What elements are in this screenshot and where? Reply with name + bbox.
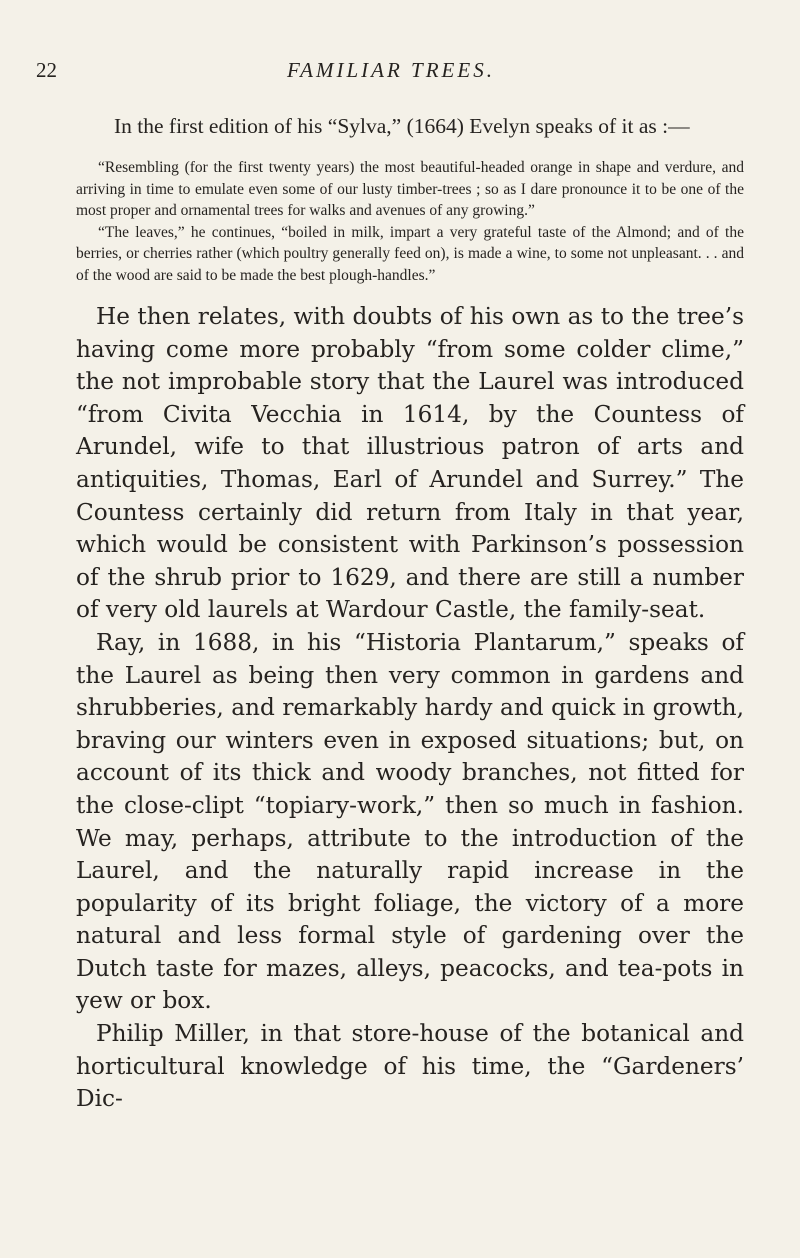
- intro-paragraph: In the first edition of his “Sylva,” (1664) Evelyn speaks of it as :—: [114, 114, 690, 138]
- paragraph-laurel-introduction: He then relates, with doubts of his own as to the tree’s having come more probably “from some colder clime,” the not improbable story that the Laurel was introduced “from Civita Vecchia in 1614, by the Countess of Arundel, wife to that illustrious patron of arts and antiquities, Thomas, Earl of Arundel and Surrey.” The Countess certainly did return from Italy in that year, which would be consistent with Parkinson’s possession of the shrub prior to 1629, and there are still a number of very old laurels at Wardour Castle, the family-seat.: [76, 303, 744, 624]
- paragraph-ray-historia: Ray, in 1688, in his “Historia Plantarum,” speaks of the Laurel as being then very common in gardens and shrubberies, and remarkably hardy and quick in growth, braving our winters even in exposed situations; but, on account of its thick and woody branches, not fitted for the close-clipt “topiary-work,” then so much in fashion. We may, perhaps, attribute to the introduction of the Laurel, and the naturally rapid increase in the popularity of its bright foliage, the victory of a more natural and less formal style of gardening over the Dutch taste for mazes, alleys, peacocks, and tea-pots in yew or box.: [76, 628, 744, 1015]
- evelyn-quote-1: “Resembling (for the first twenty years) the most beautiful-headed orange in shape and verdure, and arriving in time to emulate even some of our lusty timber-trees ; so as I dare pronounce it to be one of the most proper and ornamental trees for walks and avenues of any growing.”: [76, 159, 744, 219]
- page-body: [76, 110, 744, 1116]
- evelyn-quote-2: “The leaves,” he continues, “boiled in milk, impart a very grateful taste of the Almond; and of the berries, or cherries rather (which poultry generally feed on), is made a wine, to some not unpleasant. . . and of the wood are said to be made the best plough-handles.”: [76, 223, 744, 284]
- paragraph-philip-miller: Philip Miller, in that store-house of the botanical and horticultural knowledge of his time, the “Gardeners’ Dic-: [76, 1020, 744, 1113]
- page-number: 22: [36, 58, 57, 82]
- running-title: FAMILIAR TREES.: [287, 58, 495, 82]
- page-header: [36, 58, 736, 88]
